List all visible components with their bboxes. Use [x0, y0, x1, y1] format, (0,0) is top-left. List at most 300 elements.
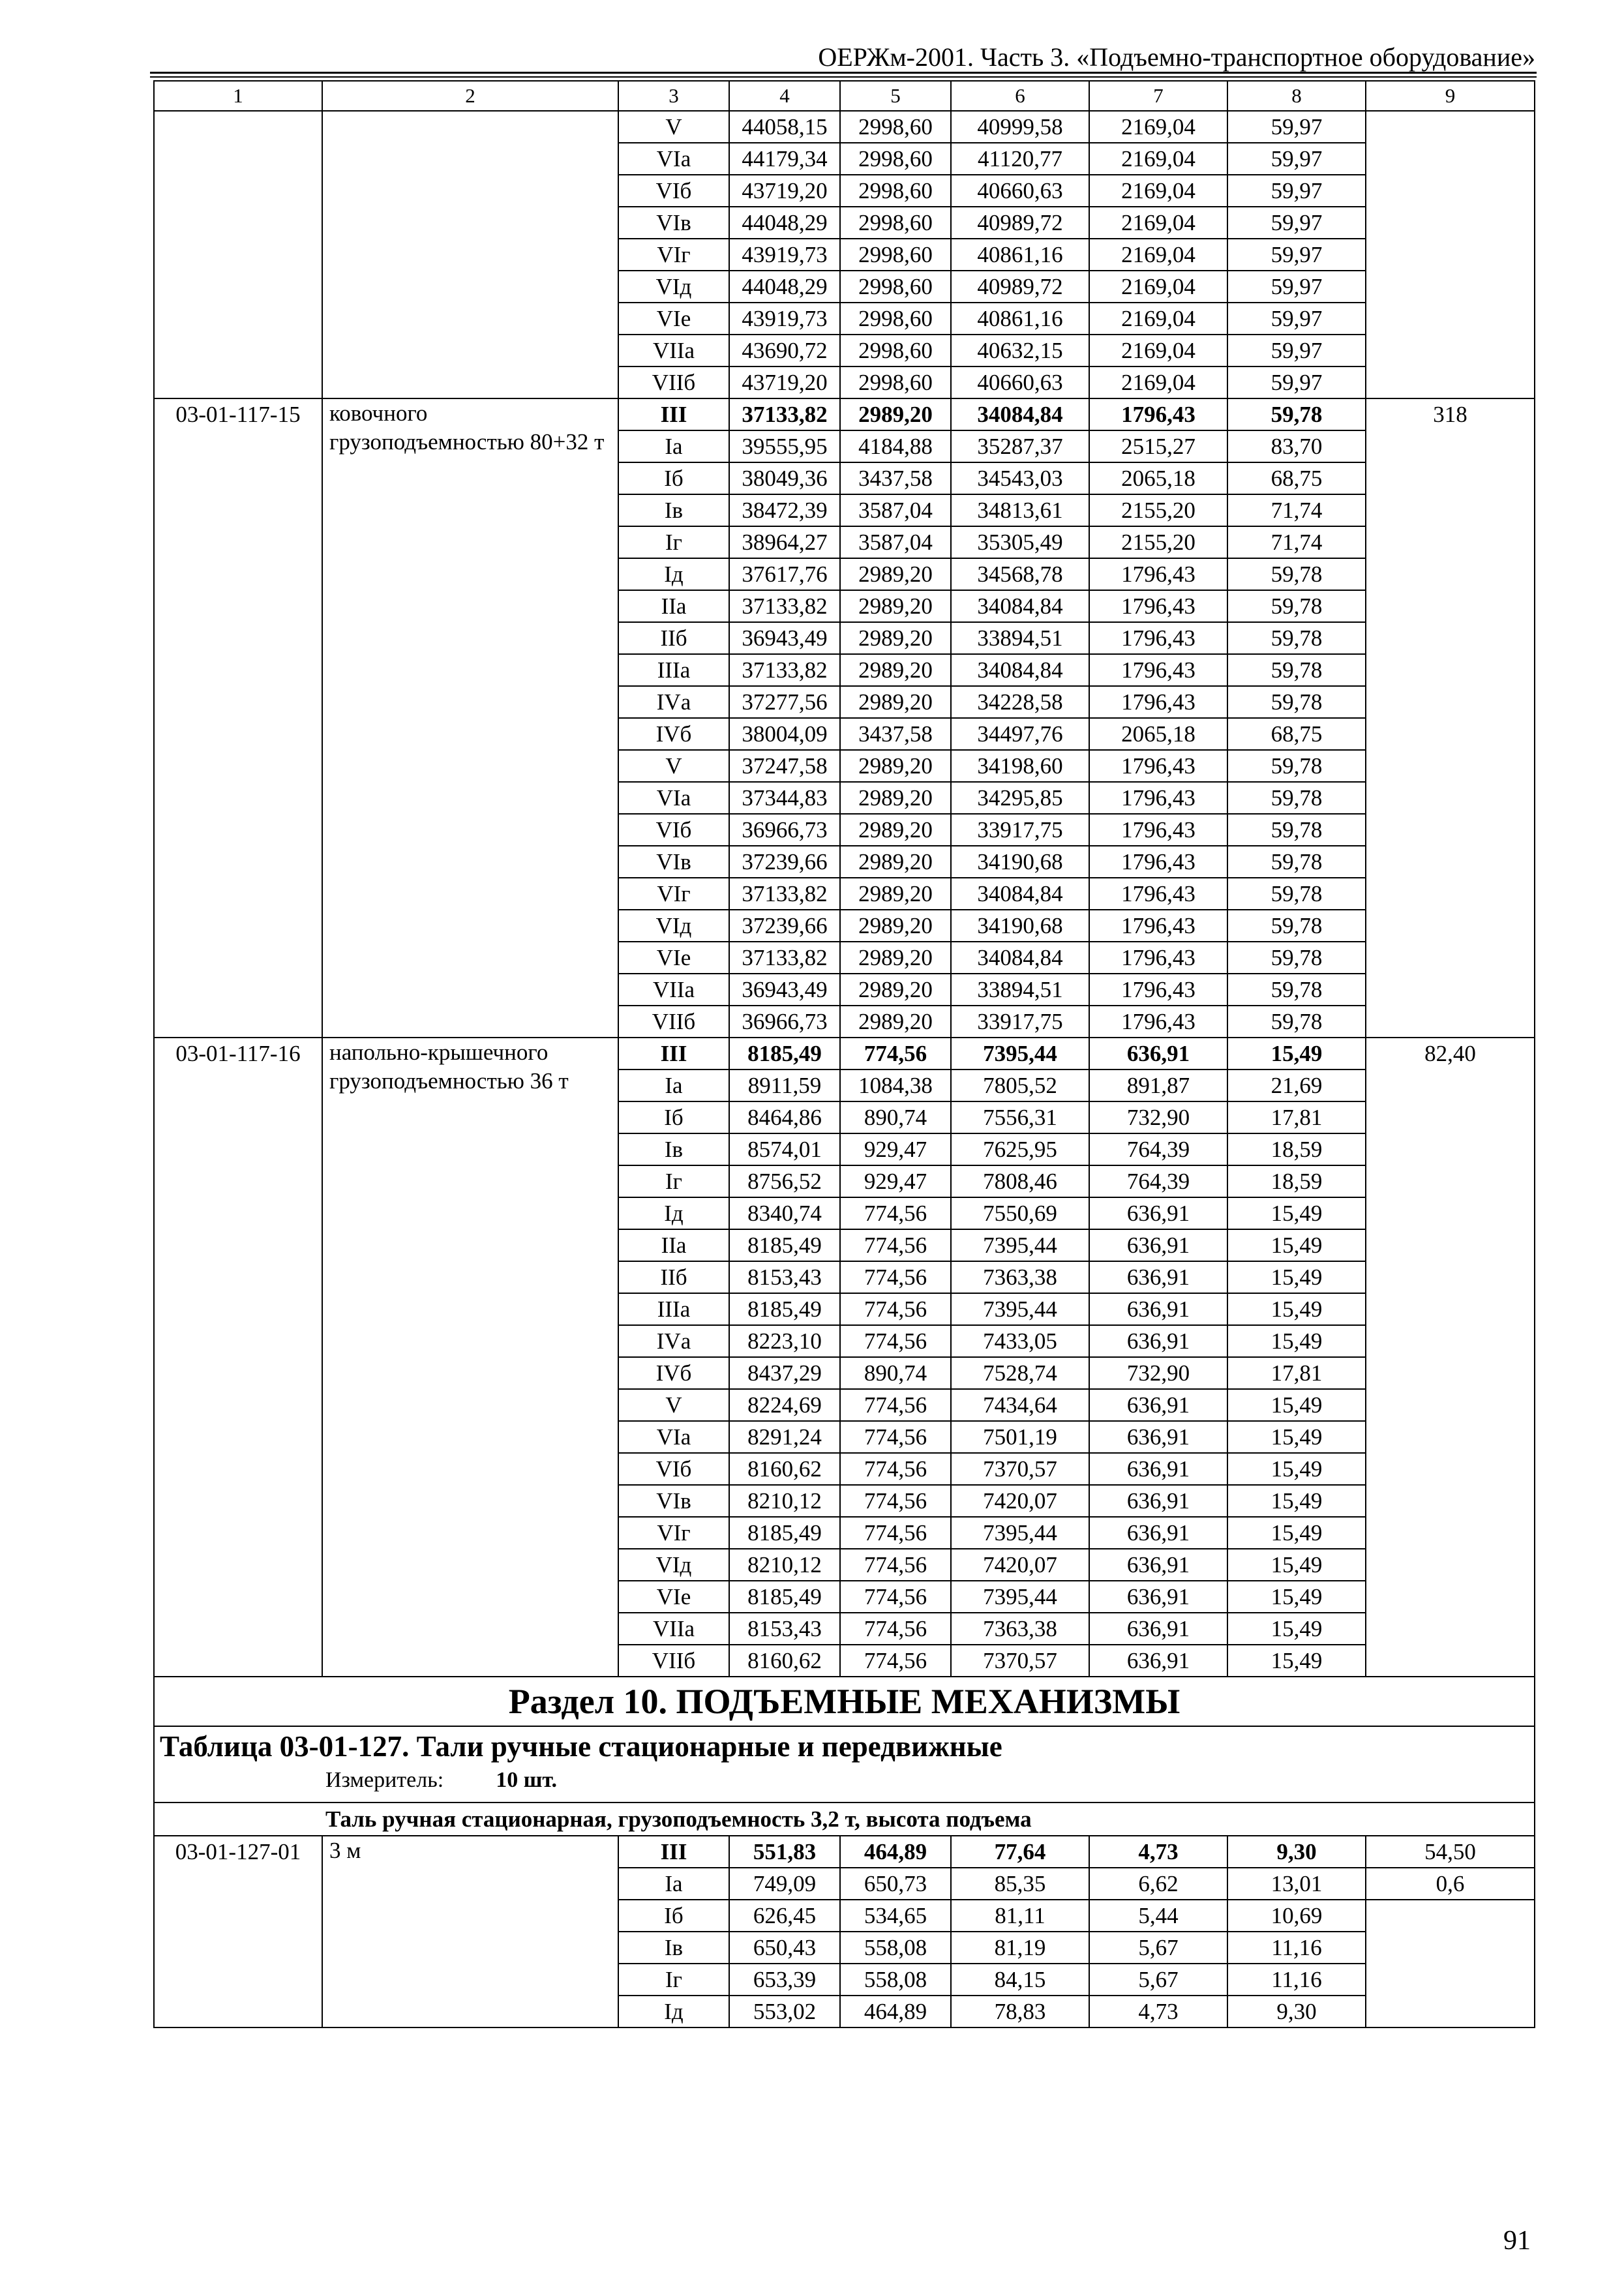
table-cell: 59,97: [1227, 335, 1366, 367]
table-cell: 36943,49: [729, 622, 840, 654]
table-cell: 37133,82: [729, 590, 840, 622]
table-cell: VIIа: [618, 1613, 729, 1645]
table-cell: 59,97: [1227, 207, 1366, 239]
column-number: 5: [840, 81, 951, 111]
table-cell: 1796,43: [1089, 654, 1227, 686]
table-cell: 59,78: [1227, 1006, 1366, 1038]
table-cell: IVа: [618, 686, 729, 718]
table-cell: 636,91: [1089, 1325, 1227, 1357]
table-cell: 732,90: [1089, 1357, 1227, 1389]
table-cell: 37133,82: [729, 878, 840, 910]
table-cell: 1796,43: [1089, 590, 1227, 622]
table-cell: VIIа: [618, 974, 729, 1006]
table-cell: 7805,52: [951, 1070, 1089, 1101]
table-row: [154, 111, 1535, 143]
column-number: 4: [729, 81, 840, 111]
table-cell: 35305,49: [951, 526, 1089, 558]
table-cell: 81,19: [951, 1932, 1089, 1964]
table-cell: 5,67: [1089, 1964, 1227, 1996]
table-cell: 7434,64: [951, 1389, 1089, 1421]
table-cell: 7395,44: [951, 1038, 1089, 1070]
table-cell: 2169,04: [1089, 335, 1227, 367]
table-cell: 774,56: [840, 1453, 951, 1485]
table-cell: 37239,66: [729, 846, 840, 878]
table-cell: 40999,58: [951, 111, 1089, 143]
table-cell: 8185,49: [729, 1581, 840, 1613]
table-cell: VIе: [618, 1581, 729, 1613]
table-cell: 34190,68: [951, 910, 1089, 942]
table-cell: 59,78: [1227, 910, 1366, 942]
column-number: 1: [154, 81, 322, 111]
table-title-cell: [154, 1726, 1535, 1803]
table-cell: 68,75: [1227, 462, 1366, 494]
table-cell: 4,73: [1089, 1996, 1227, 2027]
table-cell: 558,08: [840, 1964, 951, 1996]
table-cell: 43919,73: [729, 239, 840, 271]
table-cell: 2169,04: [1089, 239, 1227, 271]
table-cell: 636,91: [1089, 1038, 1227, 1070]
section-title: Раздел 10. ПОДЪЕМНЫЕ МЕХАНИЗМЫ: [154, 1677, 1535, 1726]
subheader-row: [154, 1803, 1535, 1836]
table-cell: 636,91: [1089, 1645, 1227, 1677]
table-cell: 44048,29: [729, 271, 840, 303]
table-cell: IVб: [618, 1357, 729, 1389]
table-cell: 9,30: [1227, 1996, 1366, 2027]
table-cell: Iа: [618, 430, 729, 462]
table-cell: Iг: [618, 1165, 729, 1197]
table-cell: 636,91: [1089, 1549, 1227, 1581]
table-cell: 34543,03: [951, 462, 1089, 494]
table-cell: VIб: [618, 814, 729, 846]
table-cell: 37277,56: [729, 686, 840, 718]
table-cell: 8153,43: [729, 1261, 840, 1293]
table-title: Таблица 03-01-127. Тали ручные стационарные и передвижные: [160, 1730, 1002, 1763]
table-cell: 749,09: [729, 1868, 840, 1900]
table-cell: 7363,38: [951, 1613, 1089, 1645]
table-cell: VIа: [618, 143, 729, 175]
table-cell: 38472,39: [729, 494, 840, 526]
table-cell: 2065,18: [1089, 462, 1227, 494]
measure-line: [155, 1766, 1534, 1795]
table-cell: 774,56: [840, 1389, 951, 1421]
table-cell: 15,49: [1227, 1197, 1366, 1229]
table-cell: 2989,20: [840, 974, 951, 1006]
column-number: 8: [1227, 81, 1366, 111]
table-cell: 37344,83: [729, 782, 840, 814]
table-cell: 4,73: [1089, 1836, 1227, 1868]
table-cell: 1796,43: [1089, 782, 1227, 814]
table-cell: 2989,20: [840, 398, 951, 430]
table-cell: 2989,20: [840, 686, 951, 718]
table-cell: 7395,44: [951, 1517, 1089, 1549]
table-cell: 35287,37: [951, 430, 1089, 462]
table-cell: VIе: [618, 942, 729, 974]
table-cell: 636,91: [1089, 1485, 1227, 1517]
table-cell: 2155,20: [1089, 526, 1227, 558]
table-cell: 653,39: [729, 1964, 840, 1996]
table-cell: 59,78: [1227, 654, 1366, 686]
table-cell: Iа: [618, 1070, 729, 1101]
table-row: [154, 398, 1535, 430]
table-cell: IVб: [618, 718, 729, 750]
table-cell: 8153,43: [729, 1613, 840, 1645]
table-cell: III: [618, 1038, 729, 1070]
table-cell: 40989,72: [951, 207, 1089, 239]
table-cell: 774,56: [840, 1293, 951, 1325]
table-cell: 34084,84: [951, 398, 1089, 430]
table-cell: 33894,51: [951, 622, 1089, 654]
resource-name: ковочного грузоподъемностью 80+32 т: [322, 398, 618, 1038]
table-cell: 7395,44: [951, 1229, 1089, 1261]
table-cell: 34084,84: [951, 878, 1089, 910]
table-cell: 36966,73: [729, 814, 840, 846]
table-cell: Iб: [618, 1900, 729, 1932]
table-cell: 2998,60: [840, 367, 951, 398]
table-cell: 59,78: [1227, 878, 1366, 910]
table-cell: 34084,84: [951, 590, 1089, 622]
table-cell: 3587,04: [840, 526, 951, 558]
table-cell: 2989,20: [840, 782, 951, 814]
table-cell: 774,56: [840, 1613, 951, 1645]
table-cell: 15,49: [1227, 1389, 1366, 1421]
table-cell: 7420,07: [951, 1549, 1089, 1581]
table-cell: IIб: [618, 622, 729, 654]
table-cell: 59,97: [1227, 111, 1366, 143]
column-number-row: [154, 81, 1535, 111]
column-9-value: 54,50: [1366, 1836, 1535, 1868]
table-cell: 15,49: [1227, 1038, 1366, 1070]
table-cell: 84,15: [951, 1964, 1089, 1996]
table-cell: 44048,29: [729, 207, 840, 239]
table-cell: 774,56: [840, 1517, 951, 1549]
table-cell: 464,89: [840, 1836, 951, 1868]
running-header: ОЕРЖм-2001. Часть 3. «Подъемно-транспортное оборудование»: [818, 42, 1535, 72]
table-cell: 7395,44: [951, 1293, 1089, 1325]
table-cell: 8291,24: [729, 1421, 840, 1453]
table-cell: 8224,69: [729, 1389, 840, 1421]
table-cell: 7420,07: [951, 1485, 1089, 1517]
table-cell: 3437,58: [840, 462, 951, 494]
table-cell: 40989,72: [951, 271, 1089, 303]
table-cell: 59,97: [1227, 175, 1366, 207]
table-cell: 77,64: [951, 1836, 1089, 1868]
table-cell: 2989,20: [840, 910, 951, 942]
table-cell: 2169,04: [1089, 367, 1227, 398]
table-cell: 15,49: [1227, 1549, 1366, 1581]
table-cell: 4184,88: [840, 430, 951, 462]
table-cell: 8223,10: [729, 1325, 840, 1357]
table-cell: 774,56: [840, 1261, 951, 1293]
table-cell: 85,35: [951, 1868, 1089, 1900]
table-cell: 636,91: [1089, 1389, 1227, 1421]
table-cell: IIIа: [618, 654, 729, 686]
table-cell: 764,39: [1089, 1165, 1227, 1197]
column-number: 6: [951, 81, 1089, 111]
table-cell: 43719,20: [729, 367, 840, 398]
table-cell: 81,11: [951, 1900, 1089, 1932]
table-cell: 21,69: [1227, 1070, 1366, 1101]
table-cell: 7370,57: [951, 1645, 1089, 1677]
table-cell: 40660,63: [951, 175, 1089, 207]
table-cell: 5,44: [1089, 1900, 1227, 1932]
table-cell: 34084,84: [951, 942, 1089, 974]
table-cell: 7395,44: [951, 1581, 1089, 1613]
table-cell: VIг: [618, 239, 729, 271]
table-cell: VIIб: [618, 1645, 729, 1677]
table-cell: 8911,59: [729, 1070, 840, 1101]
table-cell: 2169,04: [1089, 271, 1227, 303]
table-cell: Iд: [618, 1996, 729, 2027]
table-cell: 8756,52: [729, 1165, 840, 1197]
measure-value: 10 шт.: [496, 1768, 558, 1792]
table-cell: 774,56: [840, 1581, 951, 1613]
table-cell: 8437,29: [729, 1357, 840, 1389]
table-cell: VIа: [618, 782, 729, 814]
table-cell: 1796,43: [1089, 398, 1227, 430]
table-cell: 59,78: [1227, 398, 1366, 430]
table-cell: 636,91: [1089, 1293, 1227, 1325]
table-cell: 15,49: [1227, 1229, 1366, 1261]
table-cell: 650,43: [729, 1932, 840, 1964]
table-cell: 34190,68: [951, 846, 1089, 878]
table-cell: 636,91: [1089, 1197, 1227, 1229]
table-cell: V: [618, 750, 729, 782]
table-cell: 8340,74: [729, 1197, 840, 1229]
table-cell: VIв: [618, 207, 729, 239]
table-cell: 59,78: [1227, 686, 1366, 718]
table-cell: 7501,19: [951, 1421, 1089, 1453]
table-cell: 44058,15: [729, 111, 840, 143]
table-cell: 37239,66: [729, 910, 840, 942]
table-cell: 774,56: [840, 1325, 951, 1357]
table-cell: 59,97: [1227, 143, 1366, 175]
table-cell: VIа: [618, 1421, 729, 1453]
table-cell: VIе: [618, 303, 729, 335]
table-cell: 2989,20: [840, 1006, 951, 1038]
column-number: 7: [1089, 81, 1227, 111]
table-cell: 34568,78: [951, 558, 1089, 590]
table-cell: 59,78: [1227, 814, 1366, 846]
table-cell: VIд: [618, 271, 729, 303]
table-cell: 37617,76: [729, 558, 840, 590]
table-cell: 891,87: [1089, 1070, 1227, 1101]
table-cell: 9,30: [1227, 1836, 1366, 1868]
table-cell: 774,56: [840, 1421, 951, 1453]
table-cell: 18,59: [1227, 1165, 1366, 1197]
table-cell: 7363,38: [951, 1261, 1089, 1293]
table-cell: 2998,60: [840, 175, 951, 207]
table-cell: 774,56: [840, 1197, 951, 1229]
table-cell: 2998,60: [840, 239, 951, 271]
table-cell: 1796,43: [1089, 686, 1227, 718]
table-cell: 2169,04: [1089, 111, 1227, 143]
table-cell: 7550,69: [951, 1197, 1089, 1229]
table-cell: 37133,82: [729, 654, 840, 686]
table-cell: 59,97: [1227, 239, 1366, 271]
resource-name: 3 м: [322, 1836, 618, 2027]
table-cell: 39555,95: [729, 430, 840, 462]
table-cell: 1796,43: [1089, 750, 1227, 782]
table-cell: VIIб: [618, 1006, 729, 1038]
table-cell: 8185,49: [729, 1293, 840, 1325]
table-cell: VIIб: [618, 367, 729, 398]
table-cell: 15,49: [1227, 1645, 1366, 1677]
table-cell: 2998,60: [840, 207, 951, 239]
table-cell: IIа: [618, 590, 729, 622]
table-cell: 59,97: [1227, 271, 1366, 303]
column-9-value: [1366, 1900, 1535, 2027]
table-cell: 2065,18: [1089, 718, 1227, 750]
column-9-value: 82,40: [1366, 1038, 1535, 1677]
table-cell: 2989,20: [840, 878, 951, 910]
table-cell: 1796,43: [1089, 910, 1227, 942]
table-cell: III: [618, 1836, 729, 1868]
table-cell: 1796,43: [1089, 558, 1227, 590]
table-cell: 8464,86: [729, 1101, 840, 1133]
table-cell: 7808,46: [951, 1165, 1089, 1197]
table-cell: 34084,84: [951, 654, 1089, 686]
table-cell: 43719,20: [729, 175, 840, 207]
table-cell: V: [618, 1389, 729, 1421]
table-cell: 15,49: [1227, 1485, 1366, 1517]
table-cell: 1796,43: [1089, 1006, 1227, 1038]
table-cell: 13,01: [1227, 1868, 1366, 1900]
table-cell: 5,67: [1089, 1932, 1227, 1964]
table-cell: 8210,12: [729, 1549, 840, 1581]
table-cell: 890,74: [840, 1101, 951, 1133]
table-cell: 636,91: [1089, 1613, 1227, 1645]
table-cell: 1796,43: [1089, 846, 1227, 878]
resource-code: 03-01-117-16: [154, 1038, 322, 1677]
table-cell: VIб: [618, 1453, 729, 1485]
table-cell: 83,70: [1227, 430, 1366, 462]
table-cell: 2169,04: [1089, 175, 1227, 207]
table-cell: 59,78: [1227, 782, 1366, 814]
table-cell: 40861,16: [951, 303, 1089, 335]
table-cell: VIв: [618, 846, 729, 878]
table-cell: III: [618, 398, 729, 430]
price-table: [153, 80, 1535, 2028]
table-cell: Iв: [618, 494, 729, 526]
table-cell: 929,47: [840, 1165, 951, 1197]
table-cell: 71,74: [1227, 526, 1366, 558]
table-cell: 636,91: [1089, 1581, 1227, 1613]
table-cell: 15,49: [1227, 1453, 1366, 1485]
table-cell: 11,16: [1227, 1964, 1366, 1996]
column-number: 2: [322, 81, 618, 111]
table-cell: 18,59: [1227, 1133, 1366, 1165]
table-cell: 1796,43: [1089, 878, 1227, 910]
table-cell: 43690,72: [729, 335, 840, 367]
table-cell: 7528,74: [951, 1357, 1089, 1389]
table-cell: 774,56: [840, 1038, 951, 1070]
table-cell: 636,91: [1089, 1261, 1227, 1293]
table-cell: VIг: [618, 1517, 729, 1549]
table-cell: IIб: [618, 1261, 729, 1293]
table-cell: 37133,82: [729, 942, 840, 974]
table-cell: 2155,20: [1089, 494, 1227, 526]
resource-name: напольно-крышечного грузоподъемностью 36 т: [322, 1038, 618, 1677]
table-cell: Iд: [618, 558, 729, 590]
table-cell: VIд: [618, 1549, 729, 1581]
table-cell: 38004,09: [729, 718, 840, 750]
table-cell: VIв: [618, 1485, 729, 1517]
table-cell: 3437,58: [840, 718, 951, 750]
table-cell: VIIа: [618, 335, 729, 367]
table-cell: 1796,43: [1089, 622, 1227, 654]
table-cell: 929,47: [840, 1133, 951, 1165]
table-cell: 2169,04: [1089, 143, 1227, 175]
table-cell: 7625,95: [951, 1133, 1089, 1165]
table-cell: 732,90: [1089, 1101, 1227, 1133]
table-cell: 2989,20: [840, 942, 951, 974]
table-cell: 7370,57: [951, 1453, 1089, 1485]
table-cell: 636,91: [1089, 1453, 1227, 1485]
section-row: [154, 1677, 1535, 1726]
table-cell: 2998,60: [840, 303, 951, 335]
table-cell: 774,56: [840, 1485, 951, 1517]
table-cell: 1796,43: [1089, 974, 1227, 1006]
resource-code: [154, 111, 322, 398]
table-cell: 6,62: [1089, 1868, 1227, 1900]
table-cell: 2989,20: [840, 846, 951, 878]
table-cell: 626,45: [729, 1900, 840, 1932]
table-cell: 636,91: [1089, 1229, 1227, 1261]
table-cell: 464,89: [840, 1996, 951, 2027]
column-number: 3: [618, 81, 729, 111]
table-cell: 2998,60: [840, 271, 951, 303]
table-cell: 2989,20: [840, 654, 951, 686]
table-cell: 650,73: [840, 1868, 951, 1900]
table-cell: 2989,20: [840, 814, 951, 846]
table-cell: 8160,62: [729, 1645, 840, 1677]
table-cell: 10,69: [1227, 1900, 1366, 1932]
header-rule: [150, 72, 1537, 74]
table-cell: 37133,82: [729, 398, 840, 430]
table-cell: 551,83: [729, 1836, 840, 1868]
table-cell: 40861,16: [951, 239, 1089, 271]
table-cell: 8210,12: [729, 1485, 840, 1517]
table-cell: 59,78: [1227, 622, 1366, 654]
column-9-value: 318: [1366, 398, 1535, 1038]
table-cell: 2998,60: [840, 111, 951, 143]
table-cell: 15,49: [1227, 1581, 1366, 1613]
table-cell: 41120,77: [951, 143, 1089, 175]
table-cell: 59,78: [1227, 750, 1366, 782]
table-cell: 38049,36: [729, 462, 840, 494]
table-cell: 34295,85: [951, 782, 1089, 814]
table-cell: 59,78: [1227, 942, 1366, 974]
table-cell: 2169,04: [1089, 207, 1227, 239]
table-cell: 1084,38: [840, 1070, 951, 1101]
table-cell: V: [618, 111, 729, 143]
table-row: [154, 1038, 1535, 1070]
table-cell: 43919,73: [729, 303, 840, 335]
table-cell: 34813,61: [951, 494, 1089, 526]
table-cell: 15,49: [1227, 1517, 1366, 1549]
table-cell: 2169,04: [1089, 303, 1227, 335]
table-cell: 2998,60: [840, 335, 951, 367]
table-cell: 59,97: [1227, 367, 1366, 398]
table-cell: 2989,20: [840, 590, 951, 622]
table-cell: 36966,73: [729, 1006, 840, 1038]
column-9-value: 0,6: [1366, 1868, 1535, 1900]
table-cell: 44179,34: [729, 143, 840, 175]
table-cell: 774,56: [840, 1549, 951, 1581]
table-cell: 1796,43: [1089, 814, 1227, 846]
table-cell: 34198,60: [951, 750, 1089, 782]
table-cell: 34497,76: [951, 718, 1089, 750]
